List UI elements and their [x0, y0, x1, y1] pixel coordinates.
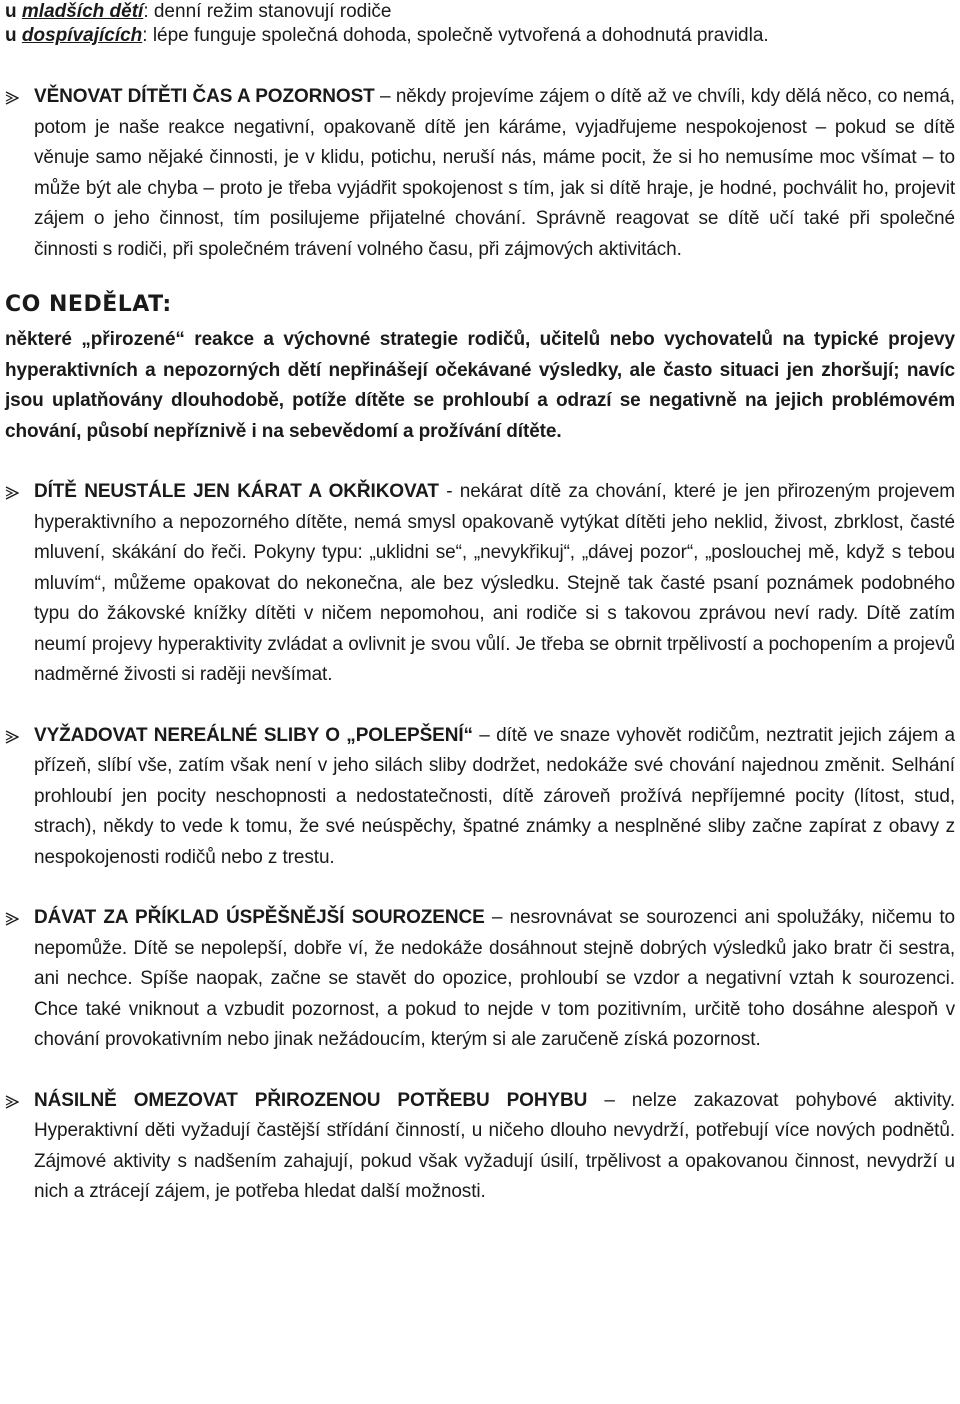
section-title: CO NEDĚLAT: [5, 292, 172, 317]
bullet-body: – nesrovnávat se sourozenci ani spolužáky, ničemu to nepomůže. Dítě se nepolepší, dobře ví, že nedokáže dosáhnout stejně dobrých výsledků jako bratr či sestra, ani nechce. Spíše naopak, začne se stavět do opozice, prohloubí se vzdor a negativní vztah k sourozenci. Chce také vniknout a vzbudit pozornost, a pokud to nejde v tom pozitivním, určitě toho dosáhne alespoň v chování provokativním nebo jinak nežádoucím, kterým si ale zaručeně získá pozornost. [34, 907, 955, 1050]
bullet-heading: DÍTĚ NEUSTÁLE JEN KÁRAT A OKŘIKOVAT [34, 481, 439, 502]
bullet-heading: VĚNOVAT DÍTĚTI ČAS A POZORNOST [34, 86, 375, 107]
arrow-bullet-icon [5, 486, 19, 500]
younger-children-label: mladších dětí [21, 1, 144, 22]
arrow-bullet-icon [5, 912, 19, 926]
bullet-body: – dítě ve snaze vyhovět rodičům, neztratit jejich zájem a přízeň, slíbí vše, zatím však není v jeho silách sliby dodržet, nedokáže své chování najednou změnit. Selhání prohloubí jen pocity neschopnosti a nedostatečnosti, dítě zároveň prožívá nepříjemné pocity (lítost, stud, strach), někdy to vede k tomu, že své neúspěchy, špatné známky a nesplněné sliby začne zapírat z obavy z nespokojenosti rodičů nebo z trestu. [34, 724, 955, 868]
bullet-heading: NÁSILNĚ OMEZOVAT PŘIROZENOU POTŘEBU POHYBU [34, 1089, 588, 1111]
arrow-bullet-icon [5, 1095, 19, 1109]
bullet-attention [5, 82, 955, 265]
bullet-movement [5, 1086, 955, 1208]
arrow-bullet-icon [5, 91, 19, 105]
teens-label: dospívajících [21, 25, 143, 46]
bullet-heading: DÁVAT ZA PŘÍKLAD ÚSPĚŠNĚJŠÍ SOUROZENCE [34, 907, 485, 928]
bullet-body: - nekárat dítě za chování, které je jen přirozeným projevem hyperaktivního a nepozorného dítěte, nemá smysl opakovaně vytýkat dítěti jeho neklid, živost, zbrklost, časté mluvení, skákání do řeči. Pokyny typu: „uklidni se“, „nevykřikuj“, „dávej pozor“, „poslouchej mě, když s tebou mluvím“, můžeme opakovat do nekonečna, ale bez výsledku. Stejně tak časté psaní poznámek podobného typu do žákovské knížky dítěti v ničem nepomohou, ani rodiče si s takovou zprávou neví rady. Dítě zatím neumí projevy hyperaktivity zvládat a ovlivnit je svou vůlí. Je třeba se obrnit trpělivostí a pochopením a projevů nadměrné živosti si raději nevšímat. [34, 481, 955, 685]
section-intro: některé „přirozené“ reakce a výchovné strategie rodičů, učitelů nebo vychovatelů na typické projevy hyperaktivních a nepozorných dětí nepřinášejí očekávané výsledky, ale často situaci jen zhoršují; navíc jsou uplatňovány dlouhodobě, potíže dítěte se prohloubí a odrazí se negativně na jejich problémovém chování, působí nepříznivě i na sebevědomí a prožívání dítěte. [5, 329, 955, 442]
bullet-siblings [5, 903, 955, 1056]
bullet-promises [5, 721, 955, 874]
intro-line-teens: u dospívajících: lépe funguje společná dohoda, společně vytvořená a dohodnutá pravidla. [5, 25, 769, 46]
arrow-bullet-icon [5, 730, 19, 744]
intro-line-younger: u mladších dětí: denní režim stanovují rodiče [5, 1, 392, 22]
bullet-body: – někdy projevíme zájem o dítě až ve chvíli, kdy dělá něco, co nemá, potom je naše reakce negativní, opakovaně dítě jen káráme, vyjadřujeme nespokojenost – pokud se dítě věnuje samo nějaké činnosti, je v klidu, potichu, neruší nás, máme pocit, že si ho nemusíme moc všímat – to může být ale chyba – proto je třeba vyjádřit spokojenost s tím, jak si dítě hraje, je hodné, pochválit ho, projevit zájem o jeho činnost, tím posilujeme přijatelné chování. Správně reagovat se dítě učí také při společné činnosti s rodiči, při společném trávení volného času, při zájmových aktivitách. [34, 86, 955, 260]
bullet-body: – nelze zakazovat pohybové aktivity. Hyperaktivní děti vyžadují častější střídání činností, u ničeho dlouho nevydrží, potřebují více nových podnětů. Zájmové aktivity s nadšením zahajují, pokud však vyžadují úsilí, trpělivost a opakovanou činnost, nevydrží u nich a ztrácejí zájem, je potřeba hledat další možnosti. [34, 1089, 955, 1202]
bullet-scolding [5, 477, 955, 691]
intro-block [5, 0, 955, 48]
bullet-heading: VYŽADOVAT NEREÁLNÉ SLIBY O „POLEPŠENÍ“ [34, 724, 473, 746]
